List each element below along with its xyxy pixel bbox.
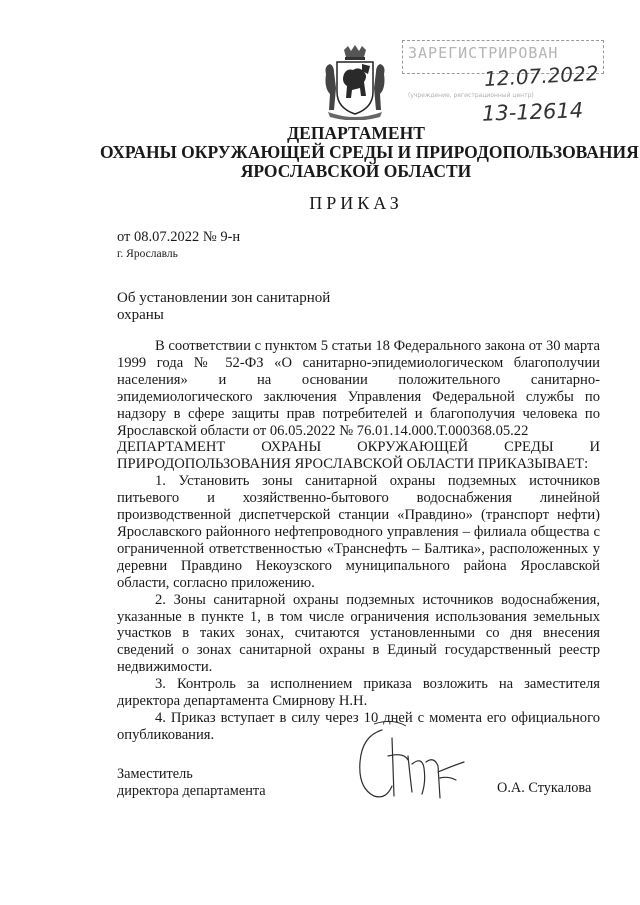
yaroslavl-coat-of-arms-bear-icon: [322, 44, 388, 120]
city: г. Ярославль: [117, 248, 178, 260]
stamp-title: ЗАРЕГИСТРИРОВАН: [408, 44, 559, 62]
header-line-2: ОХРАНЫ ОКРУЖАЮЩЕЙ СРЕДЫ И ПРИРОДОПОЛЬЗОВАНИЯ: [100, 142, 639, 162]
signer-position: [117, 766, 266, 800]
order-item-1: 1. Установить зоны санитарной охраны подземных источников питьевого и хозяйственно-бытового водоснабжения линейной производственной диспетчерской станции «Правдино» (транспорт нефти) Ярославского районного нефтепроводного управления – филиала общества с ограниченной ответственностью «Транснефть – Балтика», расположенных у деревни Правдино Некоузского муниципального района Ярославской области, согласно приложению.: [117, 473, 600, 591]
document-body: [117, 338, 600, 744]
handwritten-signature: [352, 716, 484, 816]
preamble-paragraph: В соответствии с пунктом 5 статьи 18 Федерального закона от 30 марта 1999 года № 52-ФЗ «О санитарно-эпидемиологическом благополучии населения» и на основании положительного санитарно-эпидемиологического заключения Управления Федеральной службы по надзору в сфере защиты прав потребителей и благополучия человека по Ярославской области от 06.05.2022 № 76.01.14.000.Т.000368.05.22: [117, 338, 600, 439]
order-item-3: 3. Контроль за исполнением приказа возложить на заместителя директора департамента Смирнову Н.Н.: [117, 676, 600, 710]
document-subject: Об установлении зон санитарной охраны: [117, 290, 331, 323]
department-header: [100, 123, 639, 181]
signer-name: О.А. Стукалова: [497, 780, 592, 796]
stamp-number: 13-12614: [481, 98, 584, 126]
order-item-2: 2. Зоны санитарной охраны подземных источников водоснабжения, указанные в пункте 1, в том числе ограничения использования земельных участков в таких зонах, считаются установленными со дня внесения сведений о зонах санитарной охраны в Единый государственный реестр недвижимости.: [117, 591, 600, 676]
order-caps-line-1: ДЕПАРТАМЕНТ ОХРАНЫ ОКРУЖАЮЩЕЙ СРЕДЫ И: [117, 439, 600, 456]
document-type-title: ПРИКАЗ: [309, 193, 403, 213]
signer-position-line-1: Заместитель: [117, 766, 193, 782]
registration-stamp: [400, 38, 606, 128]
header-line-3: ЯРОСЛАВСКОЙ ОБЛАСТИ: [240, 161, 472, 181]
stamp-subtitle: (учреждение, регистрационный центр): [408, 92, 534, 99]
header-line-1: ДЕПАРТАМЕНТ: [287, 123, 425, 143]
signer-position-line-2: директора департамента: [117, 783, 266, 799]
date-number: от 08.07.2022 № 9-н: [117, 229, 241, 245]
order-item-4: 4. Приказ вступает в силу через 10 дней с момента его официального опубликования.: [117, 709, 600, 743]
document-meta: [117, 229, 240, 263]
stamp-date: 12.07.2022: [483, 61, 600, 91]
order-caps-line-2: ПРИРОДОПОЛЬЗОВАНИЯ ЯРОСЛАВСКОЙ ОБЛАСТИ ПРИКАЗЫВАЕТ:: [117, 456, 589, 473]
